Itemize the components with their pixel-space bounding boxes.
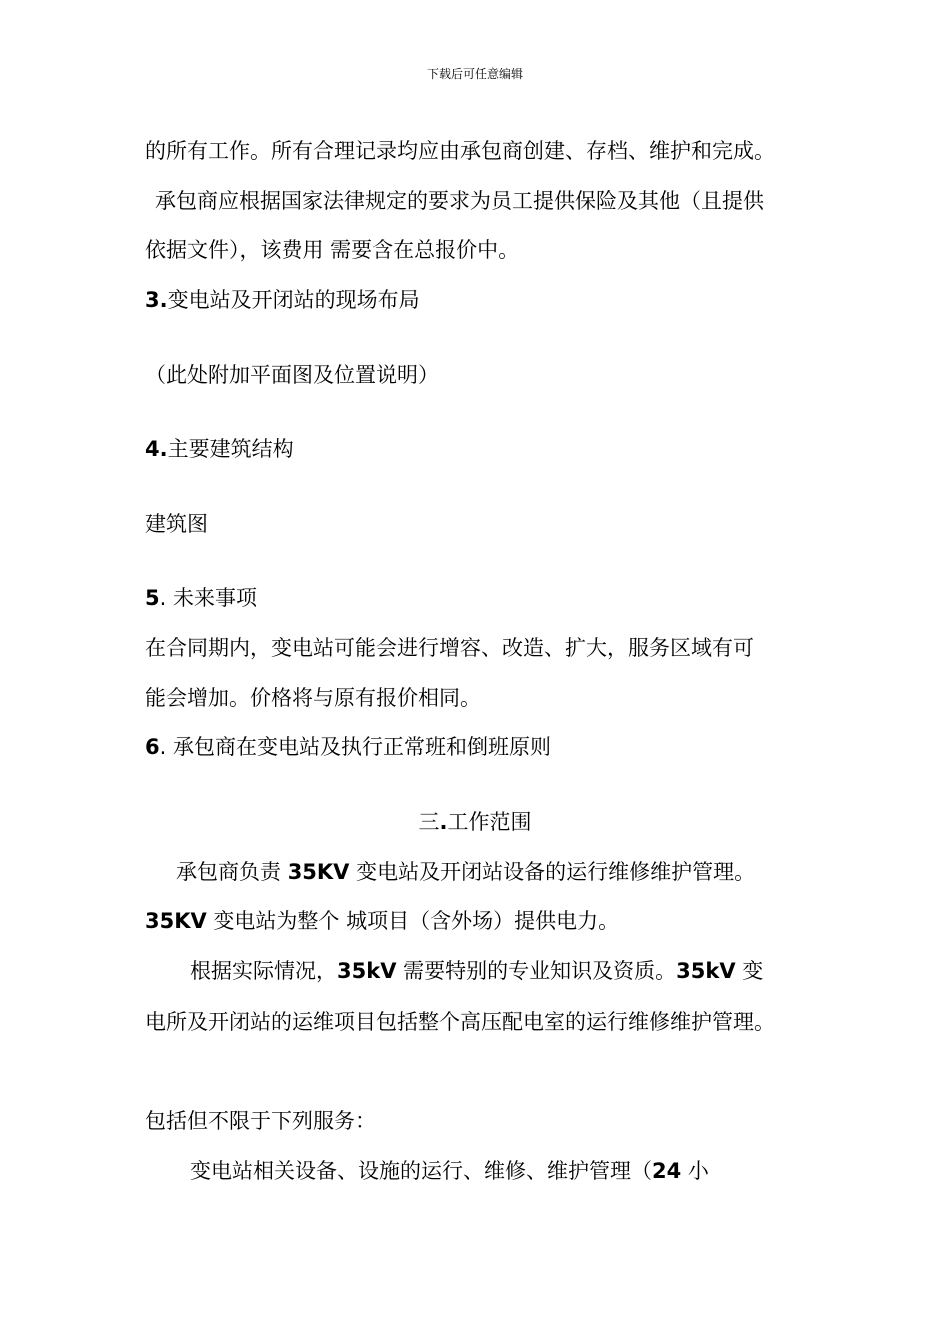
paragraph-records: 的所有工作。所有合理记录均应由承包商创建、存档、维护和完成。 xyxy=(145,139,775,163)
chapter-3-line5: 包括但不限于下列服务： xyxy=(145,1109,376,1133)
section-5-heading xyxy=(145,584,257,612)
chapter-3-title-post: 工作范围 xyxy=(447,810,532,834)
chapter-3-line3-voltage2: 35kV xyxy=(676,959,736,983)
chapter-3-line3-post: 变 xyxy=(735,959,764,983)
chapter-3-line3 xyxy=(190,957,763,985)
section-5-line2: 能会增加。价格将与原有报价相同。 xyxy=(145,686,481,710)
chapter-3-line3-mid: 需要特别的专业知识及资质。 xyxy=(396,959,677,983)
chapter-3-line3-pre: 根据实际情况， xyxy=(190,959,337,983)
section-5-number: 5 xyxy=(145,586,160,610)
chapter-3-title xyxy=(0,808,950,836)
chapter-3-line1-post: 变电站及开闭站设备的运行维修维护管理。 xyxy=(349,860,756,884)
section-3-heading xyxy=(145,286,420,314)
chapter-3-line1 xyxy=(176,858,755,886)
section-6-number: 6 xyxy=(145,735,160,759)
chapter-3-line1-pre: 承包商负责 xyxy=(176,860,288,884)
chapter-3-line6-pre: 变电站相关设备、设施的运行、维修、维护管理（ xyxy=(190,1159,652,1183)
section-3-title: 变电站及开闭站的现场布局 xyxy=(167,288,420,312)
chapter-3-line2-voltage: 35KV xyxy=(145,909,207,933)
section-6-title: . 承包商在变电站及执行正常班和倒班原则 xyxy=(159,735,551,759)
paragraph-insurance-line2: 依据文件），该费用 需要含在总报价中。 xyxy=(145,238,520,262)
chapter-3-line6-post: 小 xyxy=(681,1159,709,1183)
chapter-3-title-pre: 三 xyxy=(418,810,440,834)
section-4-content: 建筑图 xyxy=(145,512,208,536)
section-5-line1: 在合同期内，变电站可能会进行增容、改造、扩大，服务区域有可 xyxy=(145,636,754,660)
section-6-heading xyxy=(145,733,551,761)
section-4-heading xyxy=(145,435,294,463)
section-4-number: 4. xyxy=(145,437,168,461)
section-3-note: （此处附加平面图及位置说明） xyxy=(145,363,439,387)
chapter-3-line4: 电所及开闭站的运维项目包括整个高压配电室的运行维修维护管理。 xyxy=(145,1010,775,1034)
chapter-3-line2-post: 变电站为整个 城项目（含外场）提供电力。 xyxy=(206,909,620,933)
section-5-title: . 未来事项 xyxy=(159,586,257,610)
chapter-3-line6 xyxy=(190,1157,709,1185)
section-3-number: 3. xyxy=(145,288,168,312)
chapter-3-line2 xyxy=(145,907,619,935)
chapter-3-title-dot: . xyxy=(439,810,448,834)
chapter-3-line1-voltage: 35KV xyxy=(287,860,350,884)
paragraph-insurance-line1: 承包商应根据国家法律规定的要求为员工提供保险及其他（且提供 xyxy=(155,189,764,213)
section-4-title: 主要建筑结构 xyxy=(167,437,294,461)
page-header: 下载后可任意编辑 xyxy=(426,67,523,81)
chapter-3-line6-hours: 24 xyxy=(652,1159,682,1183)
chapter-3-line3-voltage1: 35kV xyxy=(337,959,397,983)
